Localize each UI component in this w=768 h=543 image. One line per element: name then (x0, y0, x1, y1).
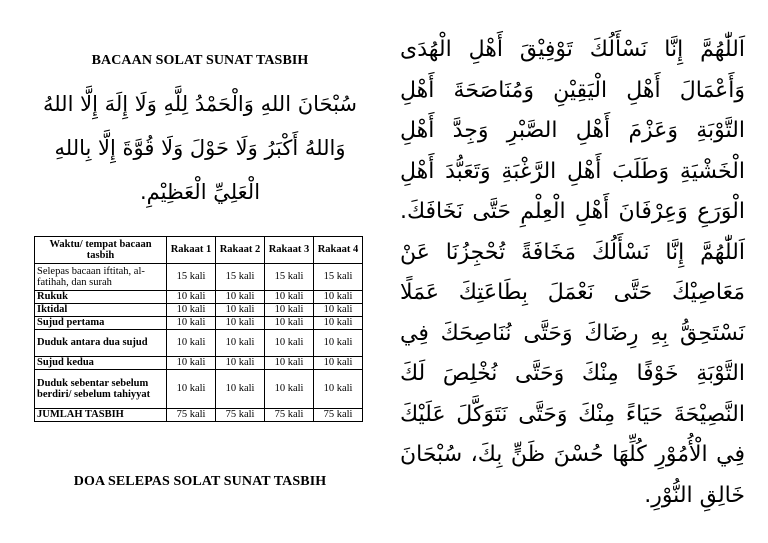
header-rakaat-2: Rakaat 2 (216, 237, 265, 264)
doa-arabic-text: اَللّٰهُمَّ إِنَّا نَسْأَلُكَ تَوْفِيْقَ أَهْلِ الْهُدَى وَأَعْمَالَ أَهْلِ الْيَقِيْنِ وَمُنَاصَحَةَ أَهْلِ التَّوْبَةِ وَعَزْمَ أَهْلِ الصَّبْرِ وَجِدَّ أَهْلِ الْخَشْيَةِ وَطَلَبَ أَهْلِ الرَّغْبَةِ وَتَعَبُّدَ أَهْلِ الْوَرَعِ وَعِرْفَانَ أَهْلِ الْعِلْمِ حَتَّى نَخَافَكَ. اَللّٰهُمَّ إِنَّا نَسْأَلُكَ مَخَافَةً تُحْجِزُنَا عَنْ مَعَاصِيْكَ حَتَّى نَعْمَلَ بِطَاعَتِكَ عَمَلًا نَسْتَحِقُّ بِهِ رِضَاكَ وَحَتَّى نُنَاصِحَكَ فِي التَّوْبَةِ خَوْفًا مِنْكَ وَحَتَّى نُخْلِصَ لَكَ النَّصِيْحَةَ حَيَاءً مِنْكَ وَحَتَّى نَتَوَكَّلَ عَلَيْكَ فِي الْأُمُوْرِ كُلِّهَا حُسْنَ ظَنٍّ بِكَ، سُبْحَانَ خَالِقِ النُّوْرِ. (400, 37, 745, 508)
row-value: 10 kali (167, 317, 216, 330)
total-value: 75 kali (167, 409, 216, 422)
total-value: 75 kali (216, 409, 265, 422)
row-activity: Sujud kedua (35, 357, 167, 370)
row-activity: Selepas bacaan iftitah, al-fatihah, dan surah (35, 264, 167, 291)
row-value: 10 kali (314, 330, 363, 357)
doa-title: DOA SELEPAS SOLAT SUNAT TASBIH (73, 474, 327, 489)
row-value: 10 kali (314, 357, 363, 370)
row-value: 10 kali (167, 370, 216, 409)
header-activity: Waktu/ tempat bacaan tasbih (35, 237, 167, 264)
total-label: JUMLAH TASBIH (35, 409, 167, 422)
row-value: 10 kali (216, 291, 265, 304)
row-activity: Duduk antara dua sujud (35, 330, 167, 357)
table-total-row (35, 409, 363, 422)
table-row (35, 304, 363, 317)
row-value: 10 kali (216, 317, 265, 330)
row-value: 10 kali (314, 370, 363, 409)
row-value: 10 kali (265, 357, 314, 370)
row-value: 10 kali (314, 304, 363, 317)
row-value: 10 kali (216, 330, 265, 357)
total-value: 75 kali (314, 409, 363, 422)
row-value: 15 kali (314, 264, 363, 291)
row-value: 10 kali (265, 291, 314, 304)
header-rakaat-4: Rakaat 4 (314, 237, 363, 264)
table-row (35, 370, 363, 409)
left-panel (30, 0, 370, 543)
row-activity: Iktidal (35, 304, 167, 317)
row-value: 10 kali (265, 330, 314, 357)
row-value: 15 kali (167, 264, 216, 291)
row-value: 10 kali (265, 317, 314, 330)
page-title: BACAAN SOLAT SUNAT TASBIH (91, 53, 309, 68)
table-row (35, 264, 363, 291)
table-header-row (35, 237, 363, 264)
total-value: 75 kali (265, 409, 314, 422)
header-rakaat-1: Rakaat 1 (167, 237, 216, 264)
row-value: 10 kali (314, 317, 363, 330)
row-value: 10 kali (314, 291, 363, 304)
tasbih-dhikr-text: سُبْحَانَ اللهِ وَالْحَمْدُ لِلَّهِ وَلَا إِلَهَ إِلَّا اللهُ وَاللهُ أَكْبَرُ وَلَا حَوْلَ وَلَا قُوَّةَ إِلَّا بِاللهِ الْعَلِيِّ الْعَظِيْمِ. (42, 92, 358, 204)
table-row (35, 330, 363, 357)
row-value: 10 kali (216, 370, 265, 409)
row-activity: Duduk sebentar sebelum berdiri/ sebelum tahiyyat (35, 370, 167, 409)
row-value: 15 kali (265, 264, 314, 291)
row-activity: Sujud pertama (35, 317, 167, 330)
row-value: 10 kali (265, 370, 314, 409)
row-value: 10 kali (167, 357, 216, 370)
row-value: 15 kali (216, 264, 265, 291)
table-row (35, 291, 363, 304)
table-row (35, 357, 363, 370)
row-value: 10 kali (167, 304, 216, 317)
row-value: 10 kali (167, 330, 216, 357)
tasbih-count-table (34, 236, 363, 422)
header-rakaat-3: Rakaat 3 (265, 237, 314, 264)
row-value: 10 kali (265, 304, 314, 317)
row-value: 10 kali (167, 291, 216, 304)
row-value: 10 kali (216, 304, 265, 317)
table-row (35, 317, 363, 330)
row-activity: Rukuk (35, 291, 167, 304)
row-value: 10 kali (216, 357, 265, 370)
